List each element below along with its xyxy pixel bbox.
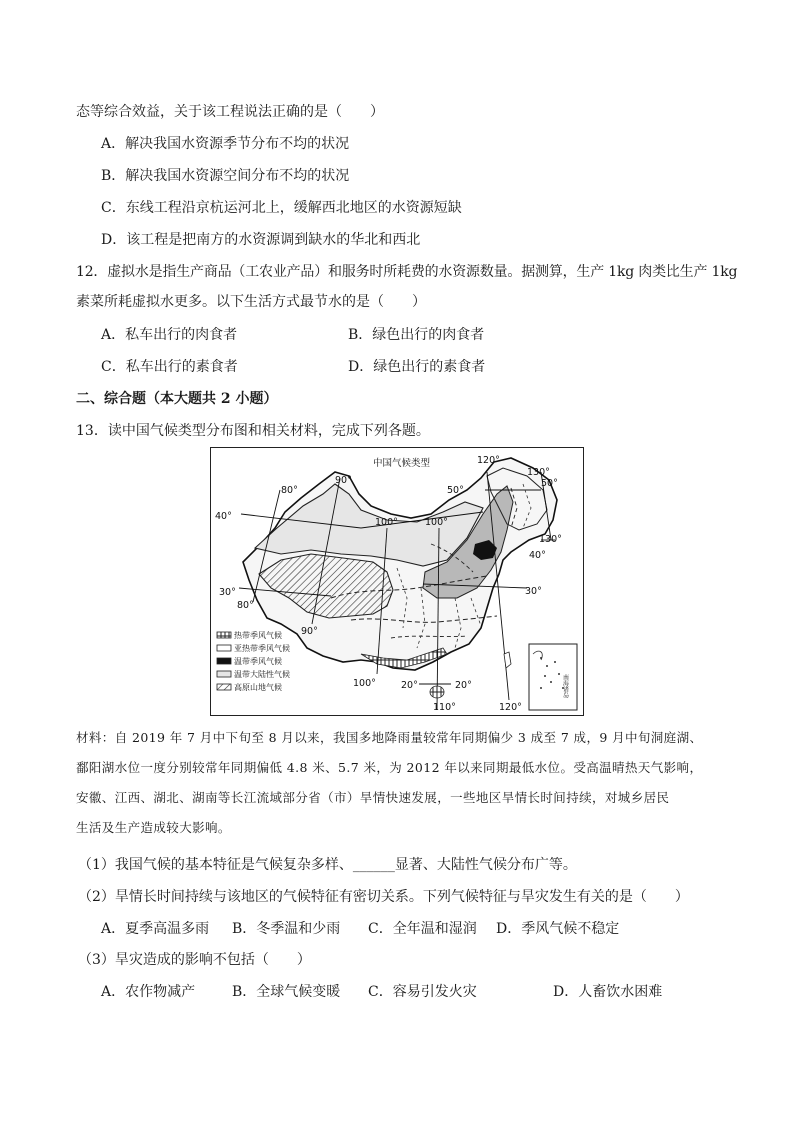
q13-sub3: （3）旱灾造成的影响不包括（ ） bbox=[78, 952, 311, 968]
q13-sub3-option-c: C．容易引发火灾 bbox=[368, 984, 477, 1000]
q11-option-a: A．解决我国水资源季节分布不均的状况 bbox=[101, 136, 350, 152]
material-line-1: 材料：自 2019 年 7 月中下旬至 8 月以来，我国多地降雨量较常年同期偏少 3 成至 7 成，9 月中旬洞庭湖、 bbox=[76, 730, 703, 745]
deg-40-left: 40° bbox=[215, 511, 232, 522]
q12-option-c: C．私车出行的素食者 bbox=[101, 359, 238, 375]
hainan-island bbox=[430, 686, 444, 698]
deg-20-right: 20° bbox=[455, 680, 472, 691]
q13-sub2-option-c: C．全年温和湿润 bbox=[368, 921, 477, 937]
legend-tropical-monsoon: 热带季风气候 bbox=[234, 631, 282, 640]
deg-30-right: 30° bbox=[525, 586, 542, 597]
material-line-3: 安徽、江西、湖北、湖南等长江流域部分省（市）旱情快速发展，一些地区旱情长时间持续，对城乡居民 bbox=[76, 790, 670, 805]
deg-30-left: 30° bbox=[219, 587, 236, 598]
q13-sub3-option-d: D．人畜饮水困难 bbox=[553, 984, 663, 1000]
q13-sub3-option-a: A．农作物减产 bbox=[101, 984, 196, 1000]
q13-sub2-option-b: B．冬季温和少雨 bbox=[232, 921, 341, 937]
q13-sub1: （1）我国气候的基本特征是气候复杂多样、______显著、大陆性气候分布广等。 bbox=[78, 857, 577, 873]
legend-temperate-continental: 温带大陆性气候 bbox=[234, 670, 290, 679]
deg-100-bottom: 100° bbox=[353, 678, 376, 689]
q13-sub2-option-a: A．夏季高温多雨 bbox=[101, 921, 210, 937]
q12-option-a: A．私车出行的肉食者 bbox=[101, 327, 238, 343]
q11-option-d: D．该工程是把南方的水资源调到缺水的华北和西北 bbox=[101, 232, 421, 248]
deg-20-left: 20° bbox=[401, 680, 418, 691]
south-china-sea-inset bbox=[529, 644, 577, 710]
q12-option-b: B．绿色出行的肉食者 bbox=[348, 327, 485, 343]
deg-80-top: 80° bbox=[281, 485, 298, 496]
q13-stem: 13．读中国气候类型分布图和相关材料，完成下列各题。 bbox=[76, 423, 430, 439]
deg-80-bottom: 80° bbox=[237, 600, 254, 611]
map-legend bbox=[217, 630, 290, 692]
q12-stem-line1: 12．虚拟水是指生产商品（工农业产品）和服务时所耗费的水资源数量。据测算，生产 1kg 肉类比生产 1kg bbox=[76, 264, 738, 280]
q13-sub2: （2）旱情长时间持续与该地区的气候特征有密切关系。下列气候特征与旱灾发生有关的是（ ） bbox=[78, 889, 689, 905]
deg-100-a: 100° bbox=[375, 517, 398, 528]
legend-temperate-monsoon: 温带季风气候 bbox=[234, 657, 282, 666]
deg-130-top: 130° bbox=[527, 467, 550, 478]
deg-50-left: 50° bbox=[447, 485, 464, 496]
deg-130-right: 130° bbox=[539, 534, 562, 545]
deg-90-bottom: 90° bbox=[301, 626, 318, 637]
q12-stem-line2: 素菜所耗虚拟水更多。以下生活方式最节水的是（ ） bbox=[76, 294, 426, 310]
q12-option-d: D．绿色出行的素食者 bbox=[348, 359, 486, 375]
inset-label: 南海诸岛 bbox=[561, 674, 569, 698]
section-heading: 二、综合题（本大题共 2 小题） bbox=[76, 391, 278, 407]
legend-plateau: 高原山地气候 bbox=[234, 683, 282, 692]
q11-stem-continued: 态等综合效益，关于该工程说法正确的是（ ） bbox=[76, 104, 384, 120]
deg-40-right: 40° bbox=[529, 550, 546, 561]
deg-120-top: 120° bbox=[477, 455, 500, 466]
deg-110-bottom: 110° bbox=[433, 702, 456, 713]
map-title: 中国气候类型 bbox=[373, 458, 431, 469]
deg-90-top: 90° bbox=[335, 475, 352, 486]
q11-option-c: C．东线工程沿京杭运河北上，缓解西北地区的水资源短缺 bbox=[101, 200, 462, 216]
climate-map bbox=[210, 447, 584, 716]
deg-50-right: 50° bbox=[541, 478, 558, 489]
deg-100-b: 100° bbox=[425, 517, 448, 528]
q13-sub3-option-b: B．全球气候变暖 bbox=[232, 984, 341, 1000]
deg-120-bottom: 120° bbox=[499, 702, 522, 713]
legend-subtropical-monsoon: 亚热带季风气候 bbox=[234, 644, 290, 653]
q13-sub2-option-d: D．季风气候不稳定 bbox=[496, 921, 620, 937]
q11-option-b: B．解决我国水资源空间分布不均的状况 bbox=[101, 168, 350, 184]
material-line-2: 鄱阳湖水位一度分别较常年同期偏低 4.8 米、5.7 米，为 2012 年以来同期最低水位。受高温晴热天气影响， bbox=[76, 760, 703, 775]
material-line-4: 生活及生产造成较大影响。 bbox=[76, 820, 231, 835]
